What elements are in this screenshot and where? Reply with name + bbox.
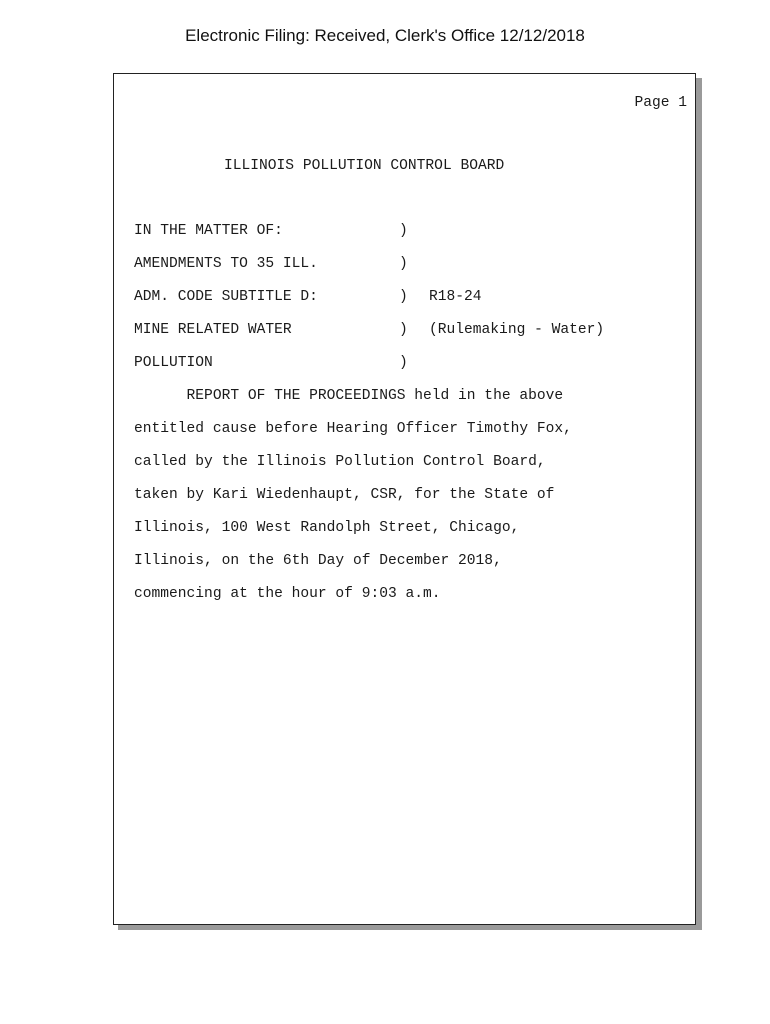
- caption-row: [134, 356, 674, 374]
- case-number: R18-24: [429, 289, 482, 305]
- board-title: ILLINOIS POLLUTION CONTROL BOARD: [224, 158, 505, 174]
- body-line: commencing at the hour of 9:03 a.m.: [134, 586, 441, 602]
- filing-stamp: Electronic Filing: Received, Clerk's Office 12/12/2018: [185, 26, 585, 45]
- caption-left-text: IN THE MATTER OF:: [134, 223, 283, 239]
- body-line: Illinois, on the 6th Day of December 2018,: [134, 553, 502, 569]
- body-line: REPORT OF THE PROCEEDINGS held in the above: [134, 388, 564, 404]
- body-line: Illinois, 100 West Randolph Street, Chicago,: [134, 520, 520, 536]
- caption-row: [134, 323, 674, 341]
- caption-paren: ): [399, 355, 408, 371]
- caption-paren: ): [399, 223, 408, 239]
- body-line: taken by Kari Wiedenhaupt, CSR, for the State of: [134, 487, 555, 503]
- caption-left-text: POLLUTION: [134, 355, 213, 371]
- body-line: entitled cause before Hearing Officer Timothy Fox,: [134, 421, 572, 437]
- caption-row: [134, 290, 674, 308]
- caption-left-text: ADM. CODE SUBTITLE D:: [134, 289, 318, 305]
- transcript-page: [113, 73, 696, 925]
- caption-paren: ): [399, 289, 408, 305]
- caption-row: [134, 224, 674, 242]
- case-type: (Rulemaking - Water): [429, 322, 605, 338]
- caption-paren: ): [399, 256, 408, 272]
- page-number: Page 1: [634, 95, 687, 111]
- caption-row: [134, 257, 674, 275]
- caption-paren: ): [399, 322, 408, 338]
- caption-left-text: MINE RELATED WATER: [134, 322, 292, 338]
- caption-left-text: AMENDMENTS TO 35 ILL.: [134, 256, 318, 272]
- body-line: called by the Illinois Pollution Control Board,: [134, 454, 546, 470]
